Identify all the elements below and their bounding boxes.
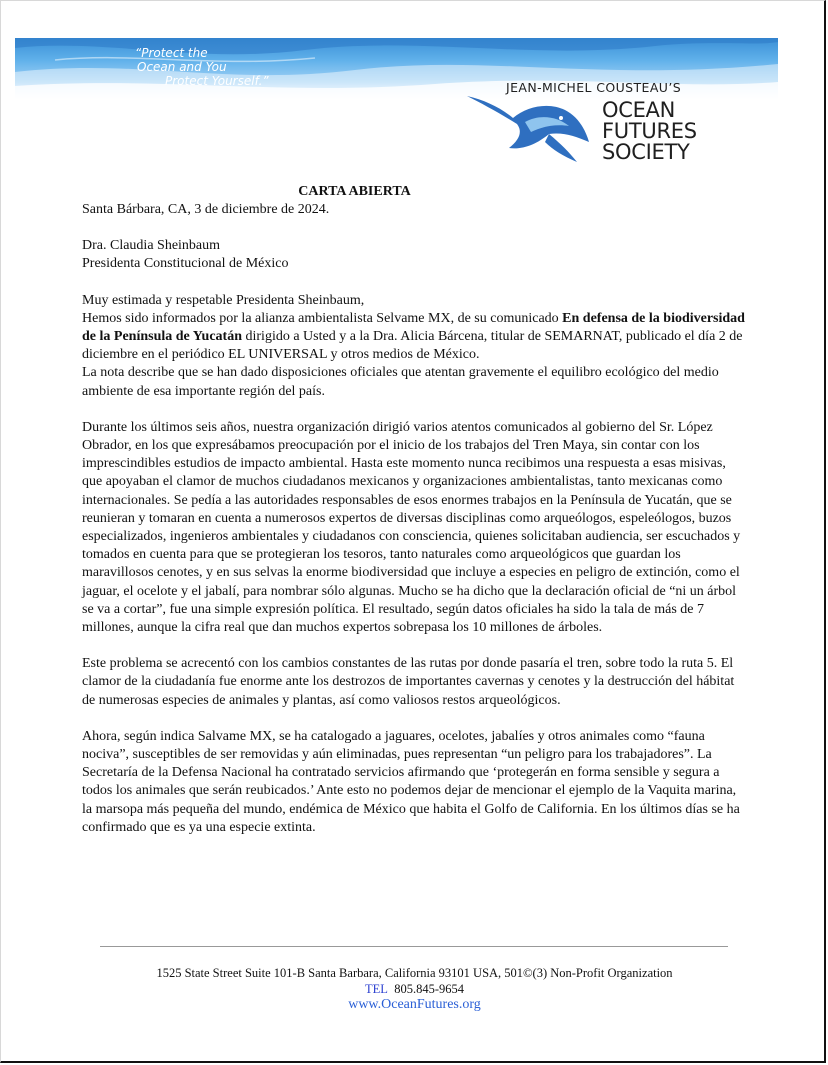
- paragraph-1-text: dirigido a Usted y a la Dra. Alicia Bárcena, titular de SEMARNAT, publicado el día 2 de diciembre en el periódico EL UNIVERSAL y otros medios de México.: [82, 329, 743, 363]
- slogan: [135, 46, 269, 88]
- org-name-society: SOCIETY: [602, 140, 690, 164]
- paragraph-3: Este problema se acrecentó con los cambios constantes de las rutas por donde pasaría el tren, sobre todo la ruta 5. El clamor de la ciudadanía fue enorme ante los destrozos de importantes cavernas y cenotes y la destrucción del hábitat de numerosas especies de animales y plantas, así como valiosos restos arqueológicos.: [82, 656, 735, 708]
- footer-phone: [82, 981, 747, 997]
- recipient-title: Presidenta Constitucional de México: [82, 256, 289, 272]
- paragraph-2: Durante los últimos seis años, nuestra organización dirigió varios atentos comunicados al gobierno del Sr. López Obrador, en los que expresábamos preocupación por el inicio de los trabajos del Tren Maya, sin contar con los imprescindibles estudios de impacto ambiental. Hasta este momento nunca recibimos una respuesta a esas misivas, que apoyaban el clamor de muchos ciudadanos mexicanos y organizaciones ambientalistas, tanto mexicanas como internacionales. Se pedía a las autoridades responsables de esos enormes trabajos en la Península de Yucatán, que se reunieran y tomaran en cuenta a numerosos expertos de diversas disciplinas como arqueólogos, espeleólogos, buzos especializados, ingenieros ambientales y ciudadanos con consciencia, quienes solicitaban audiencia, ser escuchados y tomados en cuenta para que se protegieran los tesoros, tanto naturales como arqueológicos que guardan los maravillosos cenotes, y en sus selvas la enorme biodiversidad que incluye a especies en peligro de extinción, como el jaguar, el ocelote y el jabalí, para nombrar sólo algunas. Mucho se ha dicho que la declaración oficial de “ni un árbol se va a cortar”, fue una simple expresión política. El resultado, según datos oficiales ha sido la tala de más de 7 millones, aunque la cifra real que dan muchos expertos sobrepasa los 10 millones de árboles.: [82, 419, 741, 636]
- place-date: Santa Bárbara, CA, 3 de diciembre de 2024.: [82, 202, 330, 217]
- footer-address: 1525 State Street Suite 101-B Santa Barbara, California 93101 USA, 501©(3) Non-Profit Organization: [156, 966, 673, 980]
- paragraph-1: [82, 310, 747, 365]
- salutation: Muy estimada y respetable Presidenta Sheinbaum,: [82, 292, 365, 308]
- slogan-line: Ocean and You: [137, 60, 227, 74]
- website-link[interactable]: www.OceanFutures.org: [348, 997, 481, 1012]
- org-line: JEAN-MICHEL COUSTEAU’S: [506, 80, 682, 95]
- recipient-name: Dra. Claudia Sheinbaum: [82, 238, 221, 254]
- paragraph-1-text: Hemos sido informados por la alianza ambientalista Selvame MX, de su comunicado: [82, 310, 563, 326]
- paragraph-1-continued: La nota describe que se han dado disposiciones oficiales que atentan gravemente el equilibro ecológico del medio ambiente de esa importante región del país.: [82, 365, 719, 399]
- letter-body: [82, 201, 747, 837]
- letter-title: CARTA ABIERTA: [298, 184, 411, 199]
- slogan-line: Protect Yourself.”: [165, 74, 269, 88]
- tel-label: TEL: [365, 982, 388, 996]
- paragraph-4: Ahora, según indica Salvame MX, se ha catalogado a jaguares, ocelotes, jabalíes y otros animales como “fauna nociva”, susceptibles de ser removidas y aún eliminadas, pues representan “un peligro para los trabajadores”. La Secretaría de la Defensa Nacional ha contratado servicios afirmando que ‘protegerán en forma sensible y segura a todos los animales que serán reubicados.’ Ante esto no podemos dejar de mencionar el ejemplo de la Vaquita marina, la marsopa más pequeña del mundo, endémica de México que habita el Golfo de California. En los últimos días se ha confirmado que es ya una especie extinta.: [82, 728, 740, 835]
- org-logo: [506, 80, 697, 163]
- slogan-line: “Protect the: [135, 46, 208, 60]
- tel-number: 805.845-9654: [394, 982, 464, 996]
- footer: [82, 965, 747, 1013]
- org-name-futures: FUTURES: [602, 119, 697, 143]
- org-name-ocean: OCEAN: [602, 98, 676, 122]
- footer-divider: [100, 946, 728, 947]
- communique-title: En defensa de la biodiversidad de la Península de Yucatán: [82, 310, 745, 345]
